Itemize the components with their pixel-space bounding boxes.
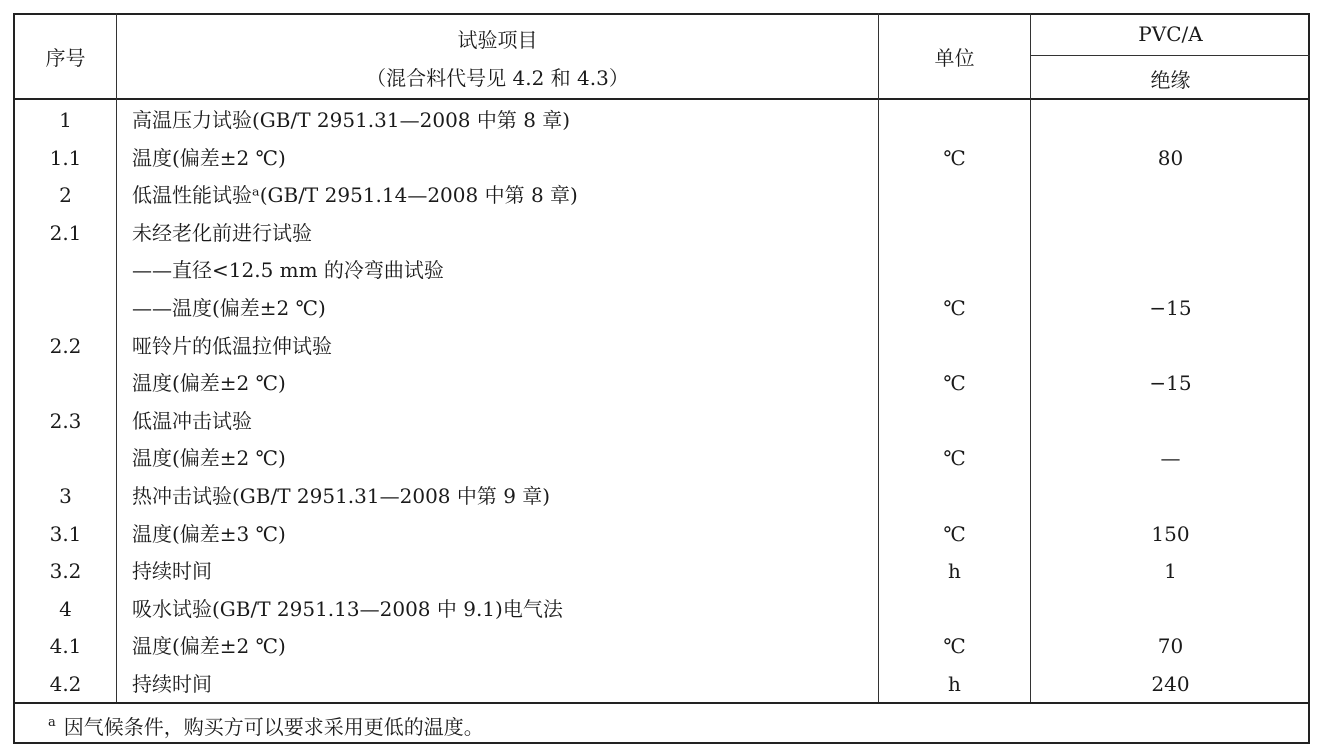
row-seq — [15, 439, 116, 477]
row-item: 吸水试验(GB/T 2951.13—2008 中 9.1)电气法 — [132, 596, 563, 621]
row-value: −15 — [1149, 296, 1192, 320]
row-seq: 2.1 — [49, 220, 82, 245]
row-item: 哑铃片的低温拉伸试验 — [132, 333, 332, 358]
row-item: 未经老化前进行试验 — [132, 220, 312, 245]
row-value — [1031, 251, 1310, 289]
row-item: 低温性能试验ᵃ(GB/T 2951.14—2008 中第 8 章) — [132, 183, 578, 208]
header-seq: 序号 — [45, 46, 86, 70]
row-seq: 1.1 — [49, 145, 82, 170]
row-value — [1031, 214, 1310, 252]
row-value: 80 — [1157, 145, 1184, 170]
row-value — [1031, 327, 1310, 365]
row-item: 热冲击试验(GB/T 2951.31—2008 中第 9 章) — [132, 484, 551, 508]
row-unit — [879, 101, 1030, 139]
header-material-insulation: 绝缘 — [1150, 68, 1191, 92]
row-item: ——温度(偏差±2 ℃) — [132, 296, 326, 320]
row-seq: 1 — [59, 108, 72, 132]
row-seq: 2.3 — [49, 408, 82, 433]
row-unit — [879, 214, 1030, 252]
row-seq — [15, 364, 116, 402]
row-unit: ℃ — [943, 634, 966, 659]
row-unit: h — [948, 672, 961, 696]
row-item: ——直径<12.5 mm 的冷弯曲试验 — [132, 258, 444, 283]
header-material-group: PVC/A — [1138, 22, 1203, 46]
row-unit — [879, 590, 1030, 628]
row-item: 温度(偏差±3 ℃) — [132, 521, 286, 546]
row-item: 温度(偏差±2 ℃) — [132, 145, 286, 170]
row-item: 低温冲击试验 — [132, 408, 252, 433]
column-divider-seq — [116, 13, 117, 702]
footnote — [48, 706, 484, 744]
footnote-text: 因气候条件，购买方可以要求采用更低的温度。 — [63, 715, 484, 739]
row-value: 70 — [1157, 634, 1184, 659]
row-seq: 4 — [59, 596, 72, 621]
row-unit — [879, 327, 1030, 365]
row-item: 持续时间 — [132, 559, 212, 584]
row-item: 温度(偏差±2 ℃) — [132, 371, 286, 396]
row-value: −15 — [1149, 371, 1192, 396]
row-value — [1031, 402, 1310, 440]
row-unit — [879, 402, 1030, 440]
row-unit — [879, 477, 1030, 515]
row-value — [1031, 101, 1310, 139]
row-unit: ℃ — [943, 521, 966, 546]
row-unit: h — [948, 559, 961, 584]
footnote-mark: a — [48, 715, 56, 730]
row-value — [1031, 590, 1310, 628]
row-value: 240 — [1151, 672, 1190, 696]
row-seq: 3.1 — [49, 521, 82, 546]
row-seq: 3.2 — [49, 559, 82, 584]
row-value: — — [1160, 446, 1181, 471]
row-unit — [879, 176, 1030, 214]
row-value: 1 — [1164, 559, 1177, 584]
row-item: 温度(偏差±2 ℃) — [132, 634, 286, 659]
header-item-subtitle: （混合料代号见 4.2 和 4.3） — [366, 66, 629, 90]
row-seq: 2.2 — [49, 333, 82, 358]
header-item-title: 试验项目 — [457, 28, 538, 52]
row-value — [1031, 477, 1310, 515]
row-seq: 4.2 — [49, 672, 82, 696]
row-unit — [879, 251, 1030, 289]
row-item: 温度(偏差±2 ℃) — [132, 446, 286, 471]
row-item: 高温压力试验(GB/T 2951.31—2008 中第 8 章) — [132, 108, 571, 132]
header-bottom-border — [13, 98, 1310, 100]
row-value — [1031, 176, 1310, 214]
row-unit: ℃ — [943, 446, 966, 471]
row-value: 150 — [1151, 521, 1190, 546]
header-subdivider — [1030, 55, 1310, 56]
row-seq — [15, 289, 116, 327]
header-unit: 单位 — [934, 46, 975, 70]
row-unit: ℃ — [943, 296, 966, 320]
row-seq: 2 — [59, 183, 72, 208]
row-item: 持续时间 — [132, 672, 212, 696]
row-seq — [15, 251, 116, 289]
row-unit: ℃ — [943, 371, 966, 396]
row-seq: 4.1 — [49, 634, 82, 659]
row-unit: ℃ — [943, 145, 966, 170]
row-seq: 3 — [59, 484, 72, 508]
